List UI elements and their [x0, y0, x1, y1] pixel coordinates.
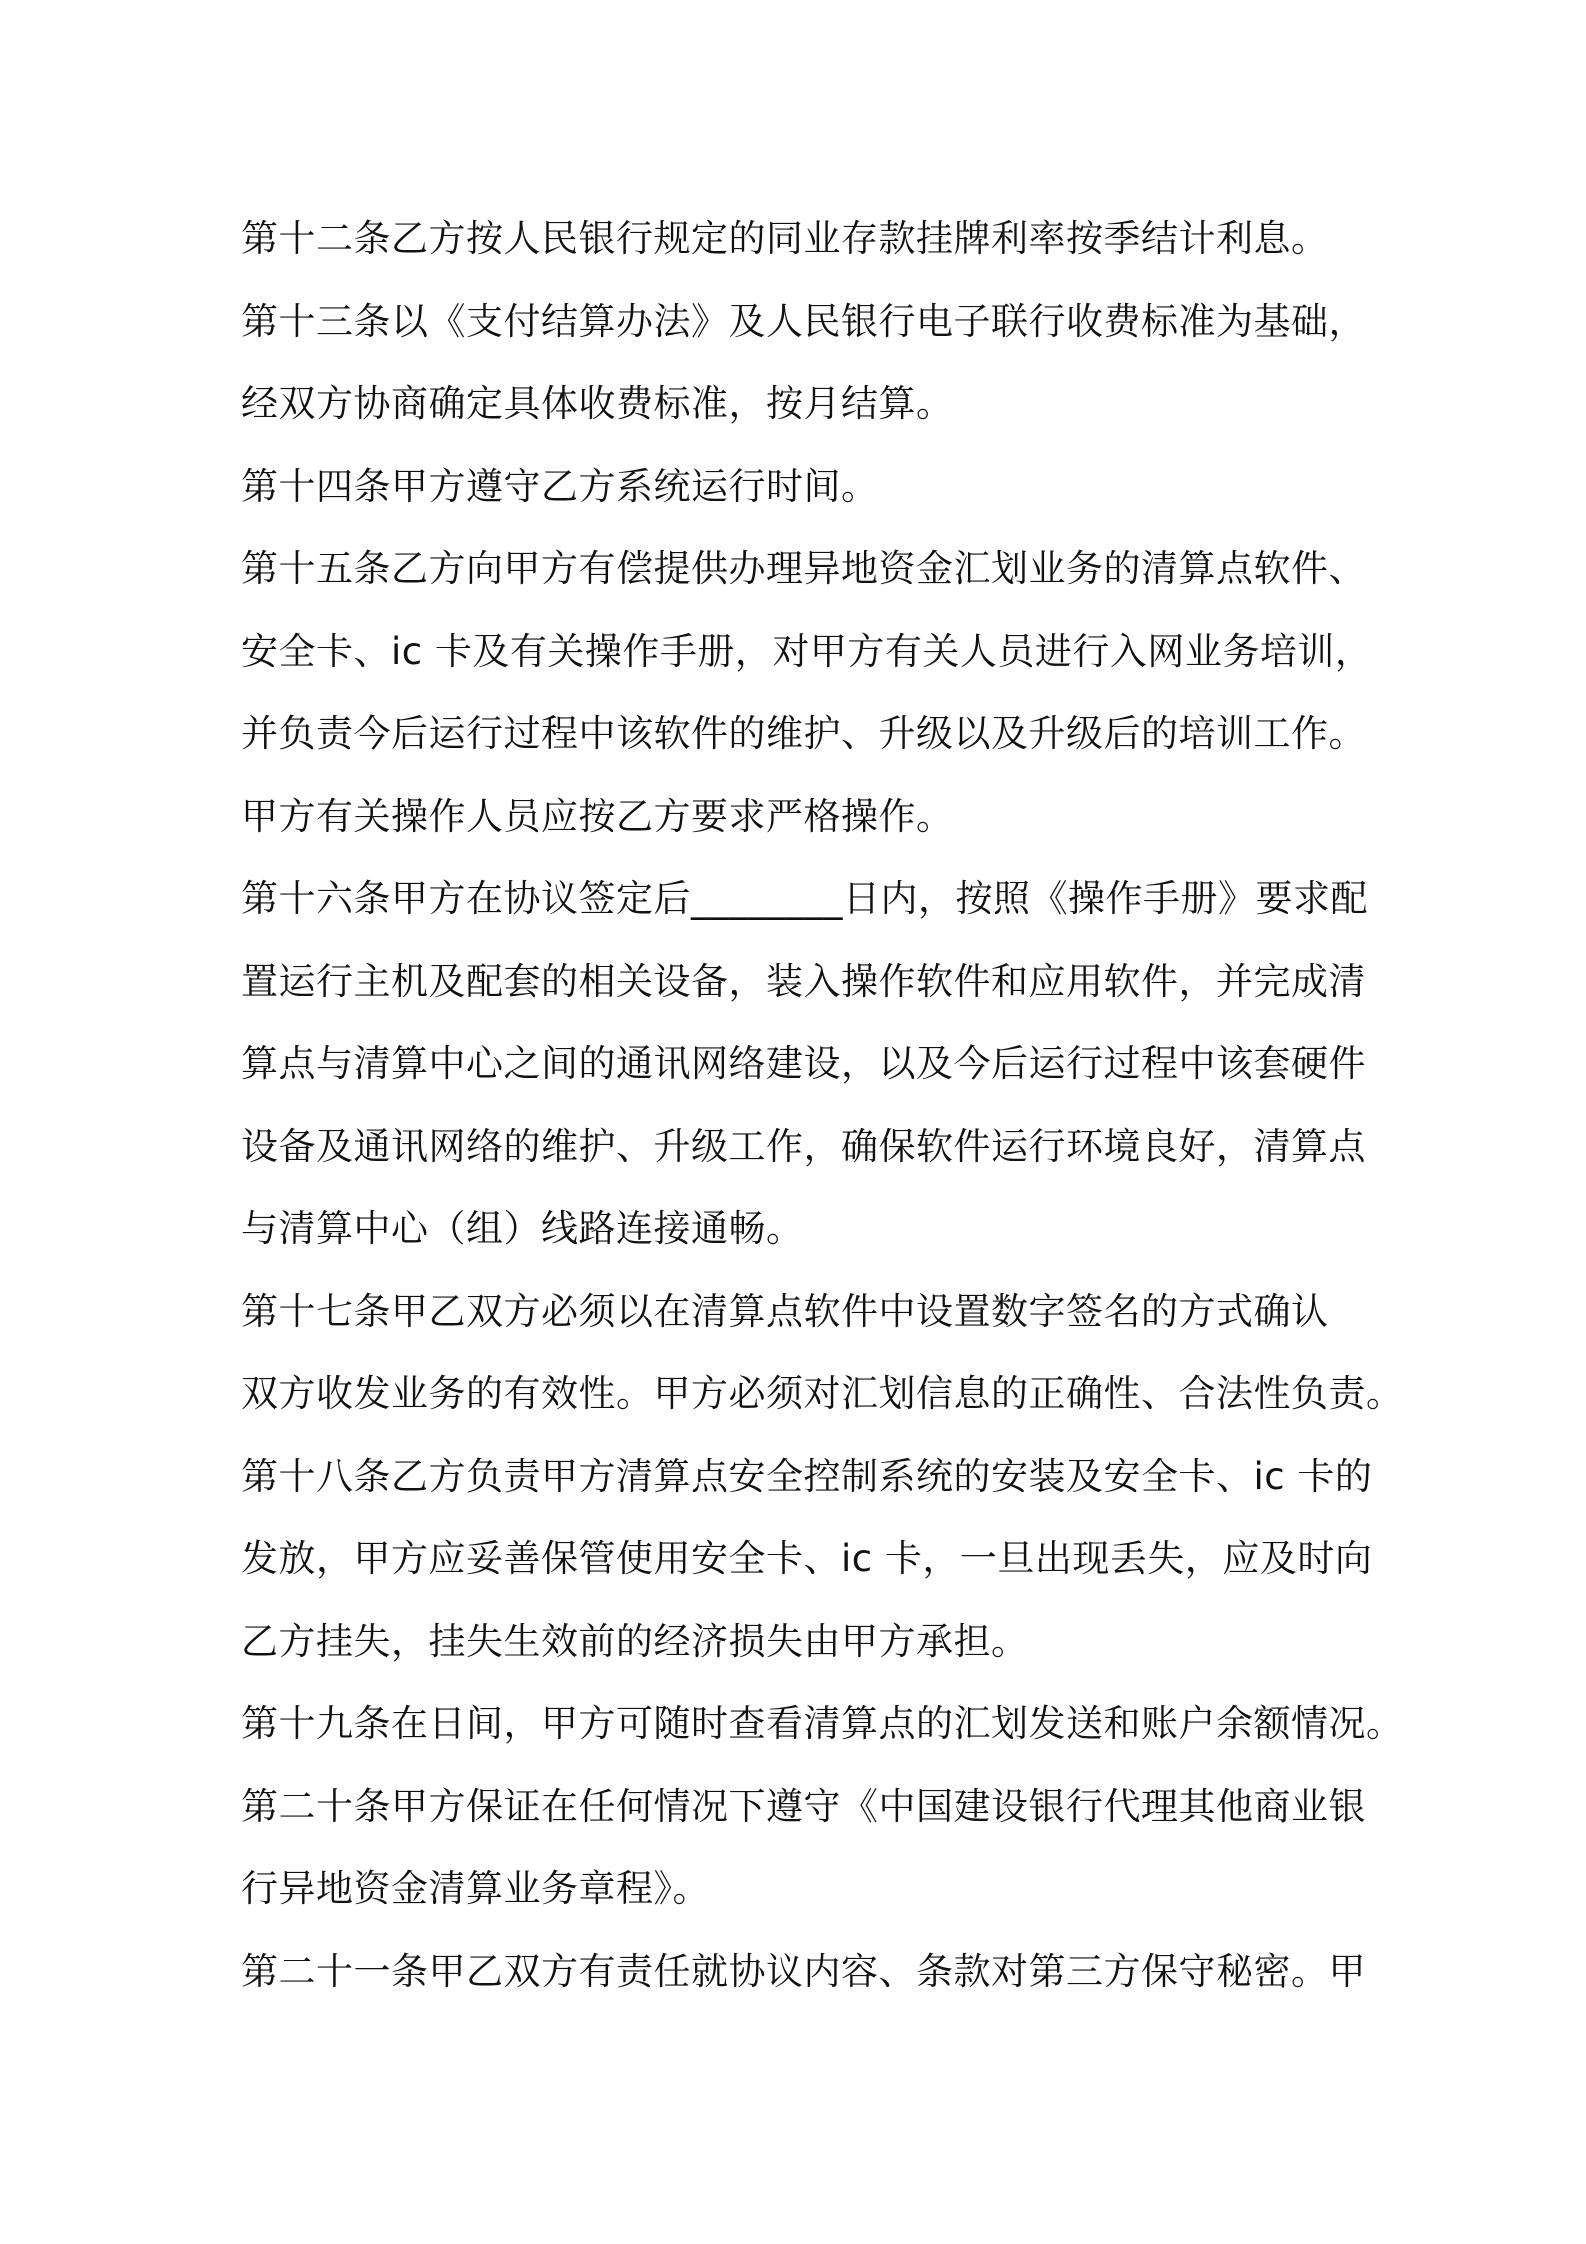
text-line: 行异地资金清算业务章程》。: [241, 1867, 710, 1910]
text-line: 第十四条甲方遵守乙方系统运行时间。: [241, 464, 879, 508]
text-line: 第十三条以《支付结算办法》及人民银行电子联行收费标准为基础，: [241, 299, 1366, 343]
text-line: 乙方挂失，挂失生效前的经济损失由甲方承担。: [241, 1619, 1029, 1663]
text-line: 第十五条乙方向甲方有偿提供办理异地资金汇划业务的清算点软件、: [241, 547, 1366, 590]
text-line: 与清算中心（组）线路连接通畅。: [241, 1207, 804, 1250]
text-line: 设备及通讯网络的维护、升级工作，确保软件运行环境良好，清算点: [241, 1124, 1366, 1168]
text-line: 甲方有关操作人员应按乙方要求严格操作。: [241, 794, 954, 838]
text-line: 算点与清算中心之间的通讯网络建设，以及今后运行过程中该套硬件: [241, 1042, 1366, 1085]
document-body: [241, 198, 1404, 2013]
text-line: 第二十条甲方保证在任何情况下遵守《中国建设银行代理其他商业银: [241, 1784, 1366, 1828]
text-line: 第十二条乙方按人民银行规定的同业存款挂牌利率按季结计利息。: [241, 217, 1329, 260]
text-line: 置运行主机及配套的相关设备，装入操作软件和应用软件，并完成清: [241, 959, 1366, 1003]
text-line: 第十六条甲方在协议签定后________日内，按照《操作手册》要求配: [241, 877, 1368, 920]
text-line: 第十九条在日间，甲方可随时查看清算点的汇划发送和账户余额情况。: [241, 1702, 1404, 1745]
text-line: 并负责今后运行过程中该软件的维护、升级以及升级后的培训工作。: [241, 712, 1366, 755]
text-line: 发放，甲方应妥善保管使用安全卡、ic 卡，一旦出现丢失，应及时向: [241, 1537, 1373, 1580]
text-line: 第十八条乙方负责甲方清算点安全控制系统的安装及安全卡、ic 卡的: [241, 1454, 1373, 1498]
text-line: 第二十一条甲乙双方有责任就协议内容、条款对第三方保守秘密。甲: [241, 1949, 1366, 1993]
text-line: 经双方协商确定具体收费标准，按月结算。: [241, 382, 954, 425]
text-line: 双方收发业务的有效性。甲方必须对汇划信息的正确性、合法性负责。: [241, 1372, 1404, 1415]
text-line: 安全卡、ic 卡及有关操作手册，对甲方有关人员进行入网业务培训，: [241, 629, 1373, 673]
text-line: 第十七条甲乙双方必须以在清算点软件中设置数字签名的方式确认: [241, 1289, 1329, 1333]
